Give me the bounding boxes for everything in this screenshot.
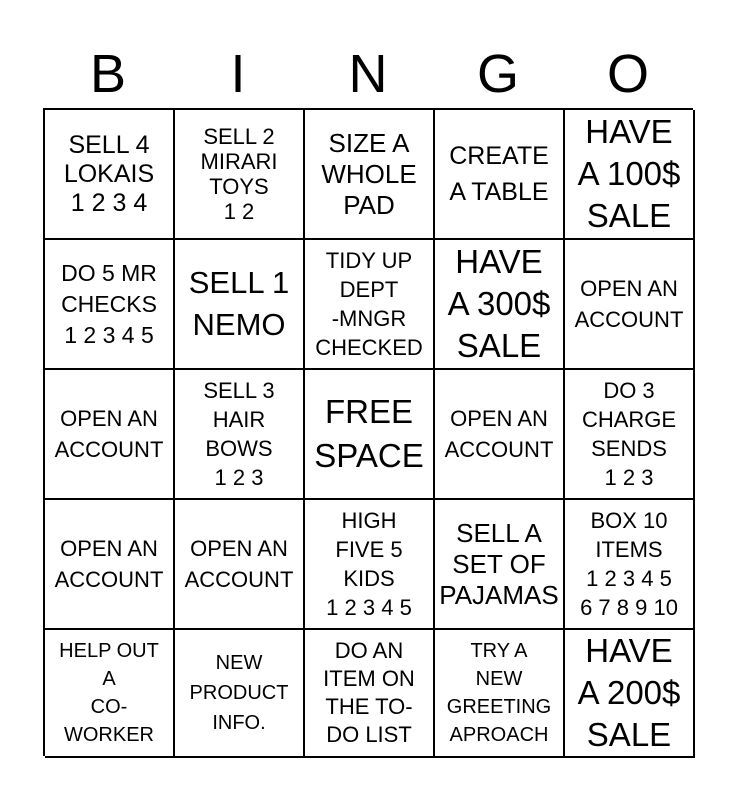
bingo-cell-r2c1[interactable]	[45, 240, 175, 370]
cell-text-line: OPEN AN	[450, 406, 548, 431]
header-letter-g: G	[476, 44, 519, 104]
cell-text-line: SALE	[456, 327, 542, 364]
cell-text-line: CHECKS	[61, 290, 157, 317]
cell-text-line: 1 2 3	[604, 465, 654, 490]
bingo-cell-r4c2[interactable]	[175, 500, 305, 630]
cell-text-line: ACCOUNT	[444, 437, 554, 462]
bingo-cell-r4c5[interactable]	[565, 500, 695, 630]
bingo-cell-r3c1[interactable]	[45, 370, 175, 500]
cell-text-line: HIGH	[341, 508, 397, 533]
cell-text-line: GREETING	[446, 696, 552, 718]
bingo-cell-r4c4[interactable]	[435, 500, 565, 630]
cell-text-line: FIVE 5	[335, 537, 403, 562]
cell-text-line: WHOLE	[321, 158, 417, 189]
bingo-cell-r3c4[interactable]	[435, 370, 565, 500]
cell-text-line: OPEN AN	[190, 536, 288, 561]
cell-text-line: PRODUCT	[189, 682, 289, 704]
cell-text-line: PAJAMAS	[439, 579, 559, 610]
bingo-cell-r2c3[interactable]	[305, 240, 435, 370]
cell-text-line: SELL 3	[203, 378, 275, 403]
bingo-cell-r5c2[interactable]	[175, 630, 305, 758]
cell-text-line: BOX 10	[590, 508, 668, 533]
cell-text-line: SPACE	[314, 437, 424, 474]
cell-text-line: 1 2 3	[214, 465, 264, 490]
cell-text-line: OPEN AN	[60, 406, 158, 431]
cell-text-line: FREE	[324, 393, 413, 430]
cell-text-line: DO 5 MR	[61, 259, 157, 286]
cell-text-line: 1 2 3 4 5	[586, 566, 672, 591]
cell-text-line: SALE	[586, 197, 672, 234]
cell-text-line: ACCOUNT	[54, 567, 164, 592]
cell-text-line: PAD	[343, 189, 395, 220]
header-letter-b: B	[89, 44, 127, 104]
cell-text-line: SELL 1	[188, 265, 290, 300]
cell-text-line: A 100$	[577, 155, 681, 192]
cell-text-line: A TABLE	[449, 178, 549, 206]
header-letter-o: O	[606, 44, 649, 104]
cell-text-line: NEMO	[192, 307, 286, 342]
bingo-cell-r1c3[interactable]	[305, 110, 435, 240]
cell-text-line: SALE	[586, 716, 672, 753]
cell-text-line: TRY A	[470, 640, 528, 662]
cell-text-line: ACCOUNT	[574, 307, 684, 332]
cell-text-line: DO LIST	[326, 722, 412, 747]
cell-text-line: 1 2 3 4 5	[326, 595, 412, 620]
bingo-cell-r5c3[interactable]	[305, 630, 435, 758]
bingo-cell-r4c1[interactable]	[45, 500, 175, 630]
bingo-cell-r5c5[interactable]	[565, 630, 695, 758]
cell-text-line: A	[102, 668, 116, 690]
cell-text-line: ITEM ON	[323, 666, 415, 691]
cell-text-line: A 300$	[447, 285, 551, 322]
bingo-cell-r2c4[interactable]	[435, 240, 565, 370]
cell-text-line: INFO.	[212, 712, 266, 734]
cell-text-line: ACCOUNT	[54, 437, 164, 462]
bingo-cell-r3c2[interactable]	[175, 370, 305, 500]
bingo-cell-r1c4[interactable]	[435, 110, 565, 240]
cell-text-line: SELL A	[456, 517, 542, 548]
bingo-board	[43, 108, 693, 756]
cell-text-line: SET OF	[452, 548, 546, 579]
bingo-cell-r3c5[interactable]	[565, 370, 695, 500]
bingo-cell-r5c4[interactable]	[435, 630, 565, 758]
bingo-cell-r4c3[interactable]	[305, 500, 435, 630]
cell-text-line: HAVE	[585, 113, 673, 150]
cell-text-line: ITEMS	[595, 537, 663, 562]
cell-text-line: 1 2 3 4	[70, 188, 148, 217]
cell-text-line: CREATE	[449, 142, 549, 170]
cell-text-line: HAVE	[455, 243, 543, 280]
cell-text-line: CO-	[90, 696, 128, 718]
cell-text-line: OPEN AN	[60, 536, 158, 561]
cell-text-line: TIDY UP	[325, 248, 413, 273]
bingo-cell-r3c3-free-space[interactable]	[305, 370, 435, 500]
cell-text-line: THE TO-	[325, 694, 413, 719]
cell-text-line: CHARGE	[581, 407, 677, 432]
cell-text-line: BOWS	[205, 436, 273, 461]
cell-text-line: HAVE	[585, 632, 673, 669]
cell-text-line: 6 7 8 9 10	[580, 595, 678, 620]
bingo-cell-r2c2[interactable]	[175, 240, 305, 370]
bingo-header	[43, 40, 693, 108]
cell-text-line: -MNGR	[331, 306, 407, 331]
cell-text-line: A 200$	[577, 674, 681, 711]
header-letter-n: N	[348, 44, 388, 104]
bingo-cell-r5c1[interactable]	[45, 630, 175, 758]
cell-text-line: SENDS	[591, 436, 667, 461]
cell-text-line: 1 2	[223, 199, 255, 224]
cell-text-line: NEW	[215, 652, 263, 674]
cell-text-line: TOYS	[209, 174, 269, 199]
cell-text-line: ACCOUNT	[184, 567, 294, 592]
cell-text-line: DO 3	[603, 378, 655, 403]
cell-text-line: SELL 2	[203, 124, 275, 149]
cell-text-line: DEPT	[339, 277, 399, 302]
bingo-cell-r1c1[interactable]	[45, 110, 175, 240]
cell-text-line: 1 2 3 4 5	[64, 321, 154, 348]
cell-text-line: OPEN AN	[580, 276, 678, 301]
cell-text-line: MIRARI	[200, 149, 278, 174]
cell-text-line: CHECKED	[315, 335, 423, 360]
cell-text-line: DO AN	[334, 638, 404, 663]
cell-text-line: WORKER	[64, 724, 154, 746]
cell-text-line: KIDS	[343, 566, 395, 591]
cell-text-line: HELP OUT	[59, 640, 159, 662]
cell-text-line: SIZE A	[328, 127, 410, 158]
bingo-cell-r2c5[interactable]	[565, 240, 695, 370]
cell-text-line: NEW	[475, 668, 523, 690]
cell-text-line: APROACH	[449, 724, 549, 746]
cell-text-line: SELL 4	[68, 130, 150, 159]
header-letter-i: I	[230, 44, 246, 104]
cell-text-line: LOKAIS	[63, 159, 155, 188]
bingo-cell-r1c2[interactable]	[175, 110, 305, 240]
cell-text-line: HAIR	[212, 407, 266, 432]
bingo-cell-r1c5[interactable]	[565, 110, 695, 240]
